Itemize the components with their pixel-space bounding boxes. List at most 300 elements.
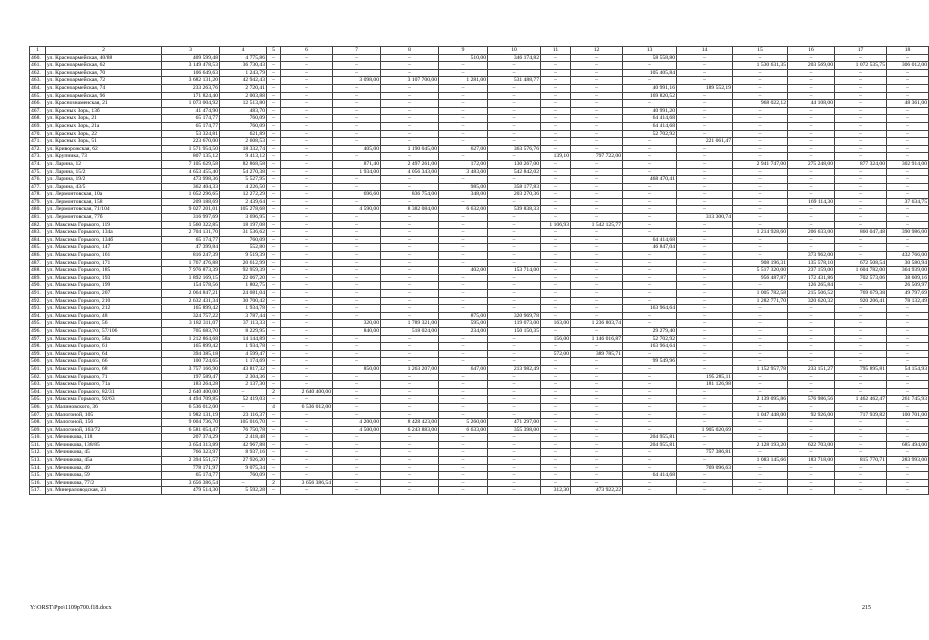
value-cell: – xyxy=(788,487,835,495)
value-cell: – xyxy=(267,441,281,449)
value-cell: 3 107 700,00 xyxy=(381,77,439,85)
value-cell: – xyxy=(281,343,333,351)
page-number: 215 xyxy=(862,605,871,611)
value-cell: 7 105 629,58 xyxy=(162,160,220,168)
value-cell: 836 754,00 xyxy=(381,191,439,199)
address-cell: ул. Малогоной, 105 xyxy=(46,411,162,419)
value-cell: – xyxy=(281,335,333,343)
value-cell: 52 702,92 xyxy=(623,335,677,343)
value-cell: – xyxy=(267,305,281,313)
value-cell: – xyxy=(381,176,439,184)
value-cell: 237 159,00 xyxy=(788,267,835,275)
value-cell: – xyxy=(488,449,541,457)
value-cell: – xyxy=(333,229,381,237)
value-cell: – xyxy=(439,252,488,260)
value-cell: – xyxy=(541,449,571,457)
value-cell: – xyxy=(677,54,733,62)
value-cell: – xyxy=(677,259,733,267)
value-cell: 1 571 954,50 xyxy=(162,145,220,153)
value-cell: – xyxy=(281,305,333,313)
value-cell: – xyxy=(439,449,488,457)
value-cell: – xyxy=(381,138,439,146)
value-cell: – xyxy=(835,479,887,487)
value-cell: – xyxy=(267,153,281,161)
value-cell: – xyxy=(835,206,887,214)
value-cell: – xyxy=(733,206,788,214)
value-cell: – xyxy=(571,457,623,465)
value-cell: 2 941 747,00 xyxy=(733,160,788,168)
value-cell: 1 530 631,35 xyxy=(733,62,788,70)
value-cell: – xyxy=(281,130,333,138)
value-cell: – xyxy=(267,426,281,434)
table-row xyxy=(30,426,929,434)
value-cell: – xyxy=(571,115,623,123)
value-cell: – xyxy=(333,62,381,70)
row-number: 498. xyxy=(30,343,46,351)
value-cell: – xyxy=(281,365,333,373)
value-cell: 65 174,77 xyxy=(162,472,220,480)
value-cell: – xyxy=(281,214,333,222)
value-cell: – xyxy=(439,388,488,396)
column-header: 2 xyxy=(46,47,162,55)
value-cell: 795 895,81 xyxy=(835,365,887,373)
value-cell: – xyxy=(623,183,677,191)
value-cell: – xyxy=(571,373,623,381)
value-cell: – xyxy=(488,373,541,381)
value-cell: 99 549,96 xyxy=(623,358,677,366)
value-cell: – xyxy=(835,92,887,100)
value-cell: – xyxy=(733,381,788,389)
value-cell: 3 757 166,90 xyxy=(162,365,220,373)
value-cell: 766 323,97 xyxy=(162,449,220,457)
value-cell: 389 785,71 xyxy=(571,350,623,358)
value-cell: – xyxy=(488,350,541,358)
address-cell: ул. Максима Горького, 48 xyxy=(46,312,162,320)
value-cell: – xyxy=(571,54,623,62)
value-cell: – xyxy=(887,54,929,62)
value-cell: 82 868,58 xyxy=(220,160,267,168)
value-cell: 1 934,78 xyxy=(220,305,267,313)
value-cell: – xyxy=(571,419,623,427)
value-cell: – xyxy=(733,122,788,130)
value-cell: 52 419,03 xyxy=(220,396,267,404)
address-cell: ул. Красноармейская, 62 xyxy=(46,62,162,70)
value-cell: 1 212 864,68 xyxy=(162,335,220,343)
value-cell: – xyxy=(623,388,677,396)
value-cell: – xyxy=(887,305,929,313)
value-cell: – xyxy=(887,381,929,389)
value-cell: 65 174,77 xyxy=(162,122,220,130)
value-cell: – xyxy=(281,411,333,419)
value-cell: – xyxy=(439,441,488,449)
address-cell: ул. Максима Горького, 161 xyxy=(46,252,162,260)
column-header: 3 xyxy=(162,47,220,55)
address-cell: ул. Максима Горького, 207 xyxy=(46,290,162,298)
value-cell: 2 439,64 xyxy=(220,198,267,206)
value-cell: – xyxy=(333,244,381,252)
value-cell: – xyxy=(835,320,887,328)
address-cell: ул. Максима Горького, 92/63 xyxy=(46,396,162,404)
address-cell: ул. Крупника, 73 xyxy=(46,153,162,161)
value-cell: 1 767 476,88 xyxy=(162,259,220,267)
value-cell: – xyxy=(835,198,887,206)
value-cell: – xyxy=(835,312,887,320)
value-cell: 172,00 xyxy=(439,160,488,168)
value-cell: – xyxy=(835,84,887,92)
value-cell: – xyxy=(267,267,281,275)
value-cell: – xyxy=(333,441,381,449)
value-cell: 2 632 431,34 xyxy=(162,297,220,305)
row-number: 503. xyxy=(30,381,46,389)
value-cell: – xyxy=(439,138,488,146)
value-cell: – xyxy=(267,274,281,282)
value-cell: – xyxy=(788,122,835,130)
value-cell: – xyxy=(677,77,733,85)
table-row xyxy=(30,183,929,191)
value-cell: 31 536,62 xyxy=(220,229,267,237)
value-cell: – xyxy=(267,145,281,153)
value-cell: 696,60 xyxy=(333,191,381,199)
value-cell: 64 414,68 xyxy=(623,122,677,130)
value-cell: – xyxy=(835,183,887,191)
value-cell: 14 144,89 xyxy=(220,335,267,343)
value-cell: – xyxy=(267,358,281,366)
value-cell: 3 149 478,53 xyxy=(162,62,220,70)
value-cell: – xyxy=(281,92,333,100)
address-cell: ул. Красных Зорь, 22 xyxy=(46,130,162,138)
value-cell: – xyxy=(835,122,887,130)
value-cell: 473 998,36 xyxy=(162,176,220,184)
value-cell: – xyxy=(488,305,541,313)
value-cell: – xyxy=(381,244,439,252)
value-cell: 206 633,00 xyxy=(788,229,835,237)
table-row xyxy=(30,107,929,115)
value-cell: – xyxy=(887,69,929,77)
value-cell: – xyxy=(541,160,571,168)
value-cell: 2 xyxy=(267,388,281,396)
value-cell: 363 576,76 xyxy=(488,145,541,153)
value-cell: 49 797,69 xyxy=(887,290,929,298)
value-cell: – xyxy=(571,343,623,351)
address-cell: ул. Мечникова, 45 xyxy=(46,449,162,457)
value-cell: – xyxy=(677,229,733,237)
value-cell: – xyxy=(677,350,733,358)
value-cell: – xyxy=(488,290,541,298)
value-cell: – xyxy=(439,122,488,130)
address-cell: ул. Красноармейская, 70 xyxy=(46,69,162,77)
value-cell: 8 428 423,00 xyxy=(381,419,439,427)
table-row xyxy=(30,365,929,373)
value-cell: – xyxy=(439,69,488,77)
value-cell: 26 509,97 xyxy=(887,282,929,290)
table-row xyxy=(30,145,929,153)
value-cell: – xyxy=(835,464,887,472)
column-header: 13 xyxy=(623,47,677,55)
value-cell: – xyxy=(381,350,439,358)
value-cell: – xyxy=(887,388,929,396)
address-cell: ул. Ларина, 15/2 xyxy=(46,168,162,176)
value-cell: – xyxy=(267,290,281,298)
value-cell: – xyxy=(381,153,439,161)
value-cell: 54 154,93 xyxy=(887,365,929,373)
row-number: 483. xyxy=(30,229,46,237)
value-cell: 2 704 131,70 xyxy=(162,229,220,237)
table-row xyxy=(30,206,929,214)
value-cell: – xyxy=(267,411,281,419)
value-cell: 6 581 054,47 xyxy=(162,426,220,434)
value-cell: – xyxy=(788,138,835,146)
value-cell: 47 399,84 xyxy=(162,244,220,252)
value-cell: 552,80 xyxy=(220,244,267,252)
value-cell: – xyxy=(541,54,571,62)
value-cell: 37 113,33 xyxy=(220,320,267,328)
value-cell: – xyxy=(571,290,623,298)
table-row xyxy=(30,100,929,108)
value-cell: – xyxy=(439,107,488,115)
value-cell: – xyxy=(788,373,835,381)
value-cell: – xyxy=(281,472,333,480)
value-cell: 5 527,95 xyxy=(220,176,267,184)
value-cell: – xyxy=(788,244,835,252)
value-cell: 8 382 084,00 xyxy=(381,206,439,214)
value-cell: – xyxy=(439,84,488,92)
value-cell: 36 730,43 xyxy=(220,62,267,70)
value-cell: 221 061,47 xyxy=(677,138,733,146)
value-cell: – xyxy=(835,100,887,108)
value-cell: – xyxy=(623,396,677,404)
row-number: 501. xyxy=(30,365,46,373)
value-cell: – xyxy=(835,236,887,244)
value-cell: – xyxy=(541,472,571,480)
value-cell: – xyxy=(333,434,381,442)
value-cell: 20 612,99 xyxy=(220,259,267,267)
value-cell: – xyxy=(488,107,541,115)
value-cell: 4 599,47 xyxy=(220,350,267,358)
value-cell: – xyxy=(571,411,623,419)
value-cell: – xyxy=(835,373,887,381)
address-cell: ул. Максима Горького, 185 xyxy=(46,267,162,275)
value-cell: – xyxy=(623,160,677,168)
value-cell: – xyxy=(733,107,788,115)
value-cell: – xyxy=(281,358,333,366)
value-cell: – xyxy=(541,312,571,320)
value-cell: 43 817,32 xyxy=(220,365,267,373)
value-cell: 23 116,37 xyxy=(220,411,267,419)
value-cell: 9 075,34 xyxy=(220,464,267,472)
value-cell: 183 718,00 xyxy=(788,457,835,465)
value-cell: – xyxy=(267,252,281,260)
value-cell: 483,70 xyxy=(220,107,267,115)
value-cell: 672 508,54 xyxy=(835,259,887,267)
value-cell: – xyxy=(488,122,541,130)
value-cell: 473 922,22 xyxy=(571,487,623,495)
value-cell: 373 962,00 xyxy=(788,252,835,260)
value-cell: – xyxy=(733,403,788,411)
column-header: 12 xyxy=(571,47,623,55)
value-cell: – xyxy=(439,403,488,411)
address-cell: ул. Максима Горького, 134а xyxy=(46,229,162,237)
address-cell: ул. Красноармейская, 96 xyxy=(46,92,162,100)
value-cell: – xyxy=(571,327,623,335)
value-cell: 100 724,65 xyxy=(162,358,220,366)
value-cell: 860 047,48 xyxy=(835,229,887,237)
value-cell: – xyxy=(333,472,381,480)
value-cell: 409 599,48 xyxy=(162,54,220,62)
address-cell: ул. Максима Горького, 199 xyxy=(46,282,162,290)
row-number: 514. xyxy=(30,464,46,472)
column-header: 8 xyxy=(381,47,439,55)
value-cell: – xyxy=(488,381,541,389)
value-cell: – xyxy=(381,115,439,123)
value-cell: – xyxy=(677,176,733,184)
value-cell: – xyxy=(623,100,677,108)
value-cell: 518 024,00 xyxy=(381,327,439,335)
value-cell: – xyxy=(677,236,733,244)
header-row xyxy=(30,47,929,55)
value-cell: – xyxy=(677,274,733,282)
column-header: 15 xyxy=(733,47,788,55)
value-cell: – xyxy=(623,145,677,153)
value-cell: – xyxy=(733,464,788,472)
value-cell: – xyxy=(333,358,381,366)
value-cell: – xyxy=(439,373,488,381)
value-cell: – xyxy=(788,472,835,480)
row-number: 497. xyxy=(30,335,46,343)
value-cell: – xyxy=(439,479,488,487)
table-row xyxy=(30,373,929,381)
value-cell: – xyxy=(541,130,571,138)
value-cell: – xyxy=(835,145,887,153)
column-header: 6 xyxy=(281,47,333,55)
value-cell: – xyxy=(267,312,281,320)
value-cell: 797 722,00 xyxy=(571,153,623,161)
value-cell: 275 248,00 xyxy=(788,160,835,168)
table-row xyxy=(30,403,929,411)
table-row xyxy=(30,160,929,168)
table-row xyxy=(30,69,929,77)
value-cell: – xyxy=(333,69,381,77)
row-number: 474. xyxy=(30,160,46,168)
value-cell: 1 072 535,75 xyxy=(835,62,887,70)
value-cell: – xyxy=(488,464,541,472)
value-cell: – xyxy=(333,153,381,161)
value-cell: – xyxy=(267,464,281,472)
row-number: 492. xyxy=(30,297,46,305)
value-cell: 4 494 709,85 xyxy=(162,396,220,404)
value-cell: – xyxy=(677,388,733,396)
address-cell: ул. Красных Зорь, 51 xyxy=(46,138,162,146)
value-cell: – xyxy=(887,221,929,229)
value-cell: – xyxy=(788,305,835,313)
value-cell: – xyxy=(439,176,488,184)
value-cell: – xyxy=(333,312,381,320)
value-cell: – xyxy=(835,426,887,434)
value-cell: – xyxy=(281,464,333,472)
value-cell: – xyxy=(541,327,571,335)
value-cell: 510,00 xyxy=(439,54,488,62)
value-cell: – xyxy=(281,198,333,206)
value-cell: – xyxy=(733,168,788,176)
value-cell: 3 182 311,07 xyxy=(162,320,220,328)
value-cell: – xyxy=(333,176,381,184)
value-cell: – xyxy=(733,145,788,153)
value-cell: – xyxy=(267,487,281,495)
value-cell: 9 027 201,01 xyxy=(162,206,220,214)
value-cell: – xyxy=(333,305,381,313)
value-cell: – xyxy=(887,472,929,480)
address-cell: ул. Максима Горького, 147 xyxy=(46,244,162,252)
column-header: 4 xyxy=(220,47,267,55)
value-cell: – xyxy=(333,107,381,115)
column-header: 14 xyxy=(677,47,733,55)
value-cell: – xyxy=(541,100,571,108)
value-cell: – xyxy=(677,358,733,366)
value-cell: 18 197,08 xyxy=(220,221,267,229)
value-cell: – xyxy=(835,472,887,480)
value-cell: – xyxy=(488,441,541,449)
value-cell: – xyxy=(488,434,541,442)
value-cell: – xyxy=(571,381,623,389)
value-cell: 3 696,95 xyxy=(220,214,267,222)
value-cell: – xyxy=(488,198,541,206)
value-cell: – xyxy=(333,479,381,487)
value-cell: 2 720,41 xyxy=(220,84,267,92)
value-cell: – xyxy=(541,267,571,275)
value-cell: – xyxy=(623,138,677,146)
value-cell: – xyxy=(887,84,929,92)
value-cell: 1 802,75 xyxy=(220,282,267,290)
column-header: 11 xyxy=(541,47,571,55)
value-cell: – xyxy=(733,312,788,320)
row-number: 517. xyxy=(30,487,46,495)
value-cell: – xyxy=(571,426,623,434)
value-cell: 163,00 xyxy=(541,320,571,328)
value-cell: – xyxy=(788,388,835,396)
value-cell: – xyxy=(381,373,439,381)
value-cell: – xyxy=(541,92,571,100)
address-cell: ул. Ларина, 12 xyxy=(46,160,162,168)
row-number: 466. xyxy=(30,100,46,108)
value-cell: 2 064 847,21 xyxy=(162,290,220,298)
value-cell: 150 150,35 xyxy=(488,327,541,335)
value-cell: – xyxy=(381,214,439,222)
value-cell: – xyxy=(281,259,333,267)
table-row xyxy=(30,419,929,427)
value-cell: – xyxy=(835,358,887,366)
value-cell: 364 939,00 xyxy=(887,267,929,275)
value-cell: – xyxy=(677,107,733,115)
value-cell: – xyxy=(381,464,439,472)
value-cell: – xyxy=(571,229,623,237)
value-cell: – xyxy=(381,312,439,320)
value-cell: – xyxy=(788,221,835,229)
table-row xyxy=(30,290,929,298)
value-cell: 542 842,02 xyxy=(488,168,541,176)
value-cell: – xyxy=(788,335,835,343)
value-cell: – xyxy=(677,130,733,138)
value-cell: – xyxy=(788,327,835,335)
value-cell: 320,00 xyxy=(333,320,381,328)
value-cell: – xyxy=(733,327,788,335)
value-cell: – xyxy=(835,221,887,229)
value-cell: – xyxy=(333,464,381,472)
value-cell: – xyxy=(835,107,887,115)
address-cell: ул. Мечникова, 59 xyxy=(46,472,162,480)
value-cell: – xyxy=(733,358,788,366)
value-cell: – xyxy=(381,267,439,275)
value-cell: – xyxy=(887,168,929,176)
value-cell: – xyxy=(733,487,788,495)
